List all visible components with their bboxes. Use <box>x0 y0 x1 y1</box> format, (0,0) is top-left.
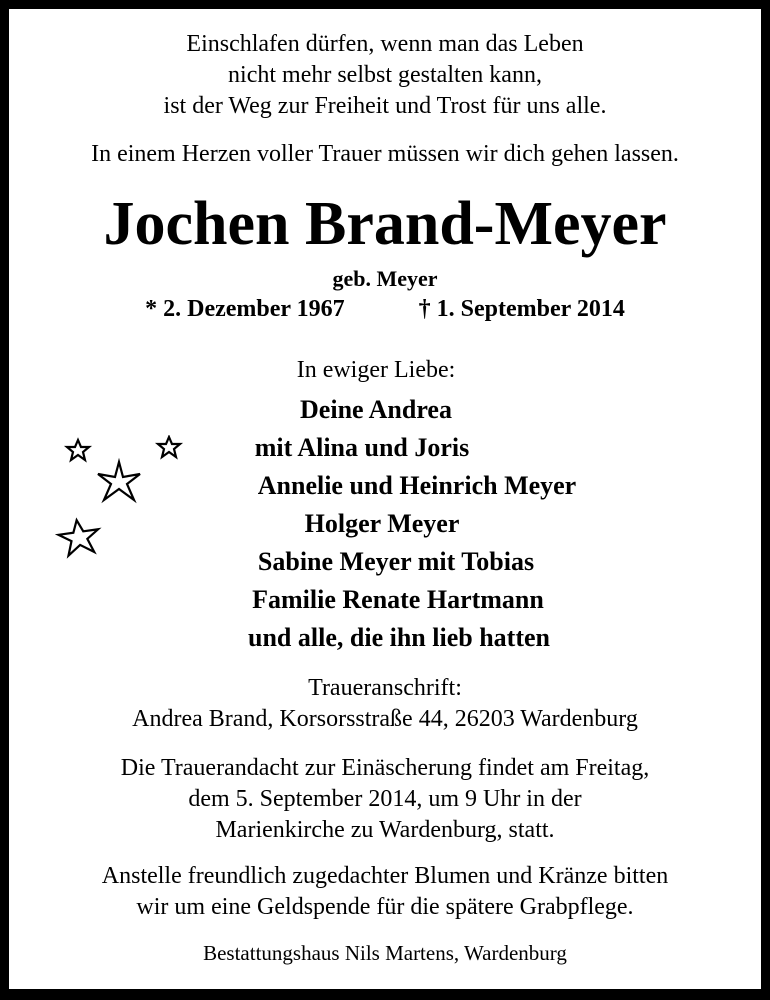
life-dates <box>9 296 761 323</box>
star-small-left <box>67 440 89 460</box>
farewell-text: In einem Herzen voller Trauer müssen wir dich gehen lassen. <box>91 141 679 167</box>
stars-icon <box>55 435 195 575</box>
mourner-5: Sabine Meyer mit Tobias <box>257 547 535 576</box>
obituary-notice <box>9 9 761 989</box>
address-label: Traueranschrift: <box>308 675 462 701</box>
service-line-1: Die Trauerandacht zur Einäscherung findet am Freitag, <box>120 755 650 781</box>
birth-name: geb. Meyer <box>332 266 438 291</box>
service-line-3: Marienkirche zu Wardenburg, statt. <box>215 817 555 843</box>
poem-line-3: ist der Weg zur Freiheit und Trost für uns alle. <box>163 93 607 119</box>
address-value: Andrea Brand, Korsorsstraße 44, 26203 Wardenburg <box>132 706 638 732</box>
mourner-3: Annelie und Heinrich Meyer <box>257 471 577 500</box>
deceased-name: Jochen Brand-Meyer <box>103 190 667 258</box>
service-line-2: dem 5. September 2014, um 9 Uhr in der <box>188 786 582 812</box>
mourner-2: mit Alina und Joris <box>254 433 470 462</box>
mourners-intro: In ewiger Liebe: <box>296 357 456 383</box>
mourner-4: Holger Meyer <box>304 509 460 538</box>
mourner-1: Deine Andrea <box>300 395 452 424</box>
donation-line-1: Anstelle freundlich zugedachter Blumen und Kränze bitten <box>101 863 669 889</box>
death-date: † 1. September 2014 <box>418 296 625 322</box>
star-large <box>98 462 140 500</box>
star-bottom <box>57 517 101 556</box>
mourner-6: Familie Renate Hartmann <box>252 585 544 614</box>
donation-line-2: wir um eine Geldspende für die spätere Grabpflege. <box>136 894 634 920</box>
undertaker: Bestattungshaus Nils Martens, Wardenburg <box>203 941 567 965</box>
star-small-right <box>158 437 180 457</box>
poem-line-1: Einschlafen dürfen, wenn man das Leben <box>186 31 584 57</box>
mourner-7: und alle, die ihn lieb hatten <box>248 623 550 652</box>
poem-line-2: nicht mehr selbst gestalten kann, <box>228 62 542 88</box>
birth-date: * 2. Dezember 1967 <box>145 296 345 322</box>
